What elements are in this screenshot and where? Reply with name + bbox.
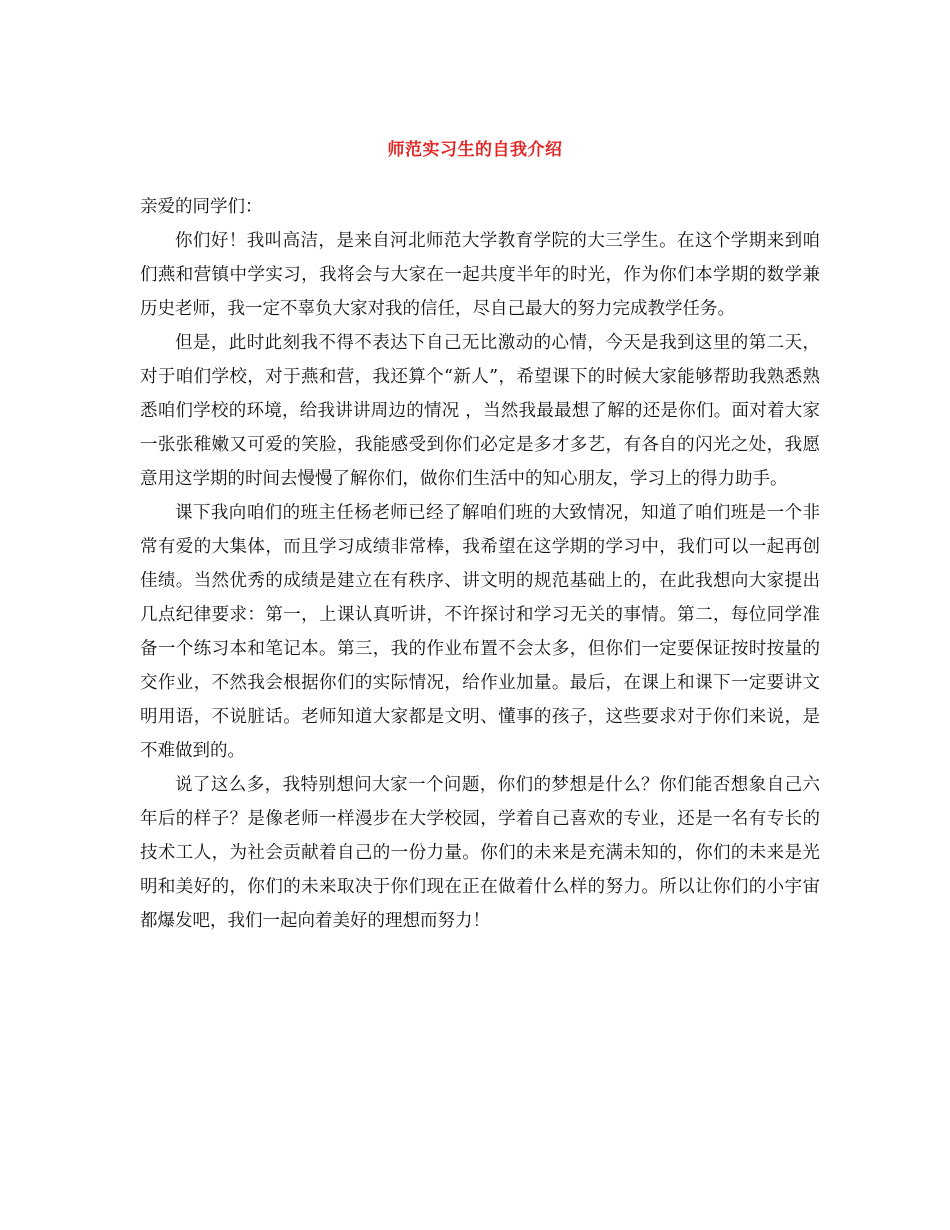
paragraph-2: 但是，此时此刻我不得不表达下自己无比激动的心情，今天是我到这里的第二天，对于咱们学校，对于燕和营，我还算个“新人”，希望课下的时候大家能够帮助我熟悉熟悉咱们学校的环境，给我讲讲周边的情况 ，当然我最最想了解的还是你们。面对着大家一张张稚嫩又可爱的笑脸，我能感受到你们必定是多才多艺，有各自的闪光之处，我愿意用这学期的时间去慢慢了解你们，做你们生活中的知心朋友，学习上的得力助手。	[140, 333, 820, 489]
paragraph-4: 说了这么多，我特别想问大家一个问题，你们的梦想是什么？你们能否想象自己六年后的样子？是像老师一样漫步在大学校园，学着自己喜欢的专业，还是一名有专长的技术工人，为社会贡献着自己的一份力量。你们的未来是充满未知的，你们的未来是光明和美好的，你们的未来取决于你们现在正在做着什么样的努力。所以让你们的小宇宙都爆发吧，我们一起向着美好的理想而努力！	[140, 775, 820, 931]
document-title: 师范实习生的自我介绍	[387, 140, 563, 161]
paragraph-1: 你们好！我叫高洁，是来自河北师范大学教育学院的大三学生。在这个学期来到咱们燕和营镇中学实习，我将会与大家在一起共度半年的时光，作为你们本学期的数学兼历史老师，我一定不辜负大家对我的信任，尽自己最大的努力完成教学任务。	[140, 231, 820, 319]
paragraph-3: 课下我向咱们的班主任杨老师已经了解咱们班的大致情况，知道了咱们班是一个非常有爱的大集体，而且学习成绩非常棒，我希望在这学期的学习中，我们可以一起再创佳绩。当然优秀的成绩是建立在有秩序、讲文明的规范基础上的，在此我想向大家提出几点纪律要求：第一，上课认真听讲，不许探讨和学习无关的事情。第二，每位同学准备一个练习本和笔记本。第三，我的作业布置不会太多，但你们一定要保证按时按量的交作业，不然我会根据你们的实际情况，给作业加量。最后，在课上和课下一定要讲文明用语，不说脏话。老师知道大家都是文明、懂事的孩子，这些要求对于你们来说，是不难做到的。	[140, 503, 820, 761]
document-body	[140, 190, 820, 938]
salutation: 亲爱的同学们：	[140, 197, 263, 217]
